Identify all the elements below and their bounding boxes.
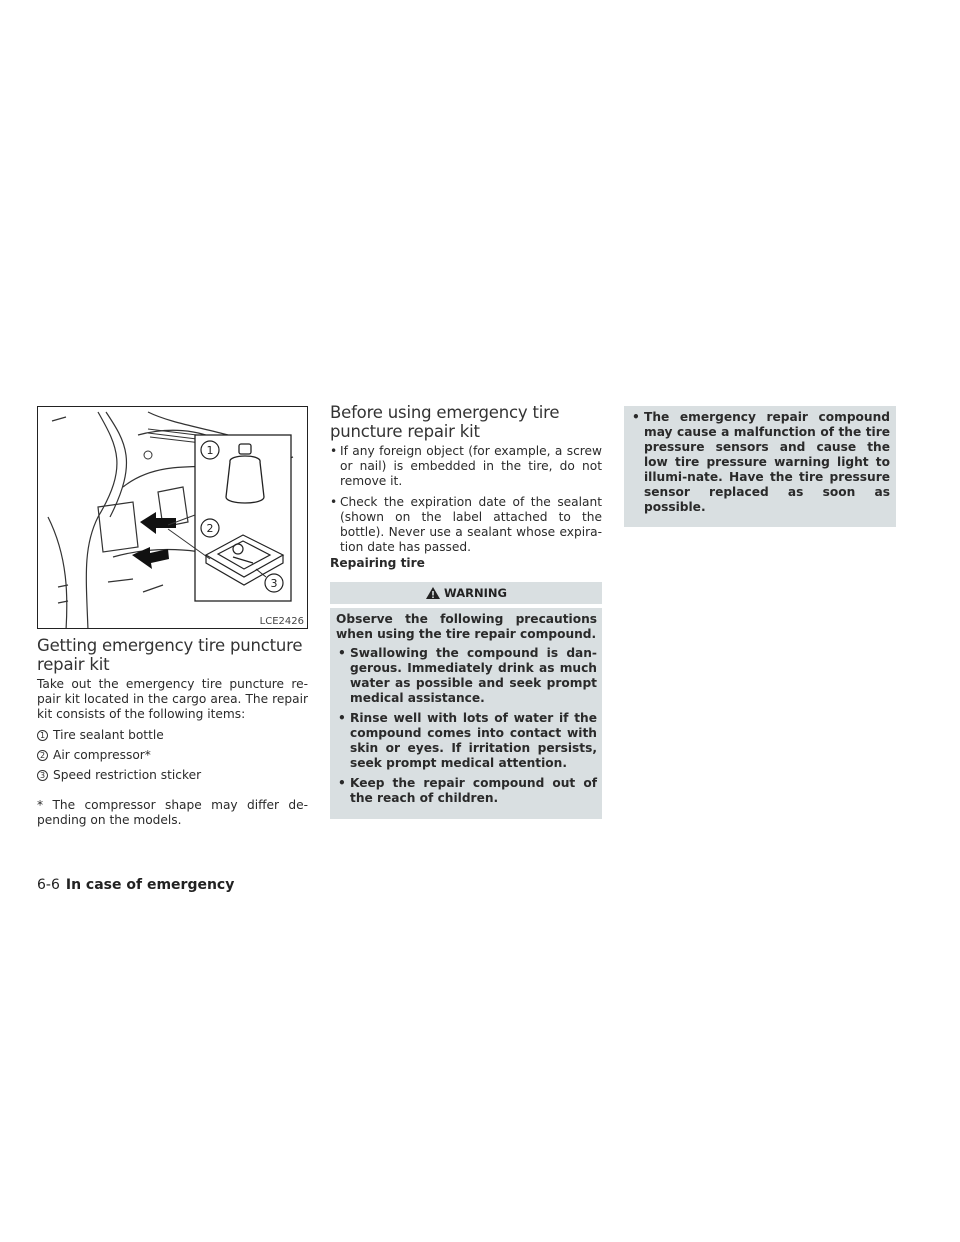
warning-box-continued — [624, 406, 896, 527]
item-number-badge: 1 — [37, 730, 48, 741]
footnote: * The compressor shape may differ de-pending on the models. — [37, 798, 308, 827]
kit-location-figure — [37, 406, 308, 629]
item-number-badge: 3 — [37, 770, 48, 781]
list-item — [37, 768, 308, 783]
figure-code: LCE2426 — [259, 616, 304, 627]
section-title: In case of emergency — [65, 877, 235, 893]
list-item: • The emergency repair compound may cause a malfunction of the tire pressure sensors and cause the low tire pressure warning light to illumi-nate. Have the tire pressure sensor replaced as soon as possible. — [630, 410, 890, 515]
list-item: • If any foreign object (for example, a screw or nail) is embedded in the tire, do not remove it. — [330, 444, 602, 489]
warning-title: WARNING — [444, 586, 507, 600]
list-item — [37, 748, 308, 763]
intro-paragraph: Take out the emergency tire puncture re-pair kit located in the cargo area. The repair kit consists of the following items: — [37, 677, 308, 721]
list-item: • Check the expiration date of the sealant (shown on the label attached to the bottle). Never use a sealant whose expira-tion date has passed. — [330, 495, 602, 555]
page-number: 6-6 — [37, 877, 60, 893]
precaution-list — [330, 444, 602, 561]
page-footer — [37, 877, 234, 893]
warning-triangle-icon — [425, 586, 441, 600]
callout-3: 3 — [270, 577, 278, 590]
callout-1: 1 — [206, 444, 214, 457]
list-item: • Rinse well with lots of water if the compound comes into contact with skin or eyes. If irritation persists, seek prompt medical attention. — [336, 711, 597, 771]
list-item: • Swallowing the compound is dan-gerous. Immediately drink as much water as possible and seek prompt medical assistance. — [336, 646, 597, 706]
warning-list — [336, 646, 597, 806]
section-heading: Before using emergency tire puncture repair kit — [330, 403, 560, 441]
subheading: Repairing tire — [330, 556, 425, 570]
section-heading: Getting emergency tire puncture repair kit — [37, 636, 303, 674]
warning-title-bar — [330, 582, 602, 608]
warning-list — [630, 410, 890, 515]
kit-items-list — [37, 728, 308, 788]
warning-intro: Observe the following precautions when using the tire repair compound. — [336, 612, 597, 641]
list-item — [37, 728, 308, 743]
list-item: • Keep the repair compound out of the reach of children. — [336, 776, 597, 806]
item-label: Tire sealant bottle — [53, 728, 164, 742]
item-label: Air compressor* — [53, 748, 151, 762]
cargo-area-illustration — [38, 407, 308, 629]
warning-body — [330, 608, 602, 819]
item-number-badge: 2 — [37, 750, 48, 761]
callout-2: 2 — [206, 522, 214, 535]
warning-box — [330, 582, 602, 819]
item-label: Speed restriction sticker — [53, 768, 202, 782]
